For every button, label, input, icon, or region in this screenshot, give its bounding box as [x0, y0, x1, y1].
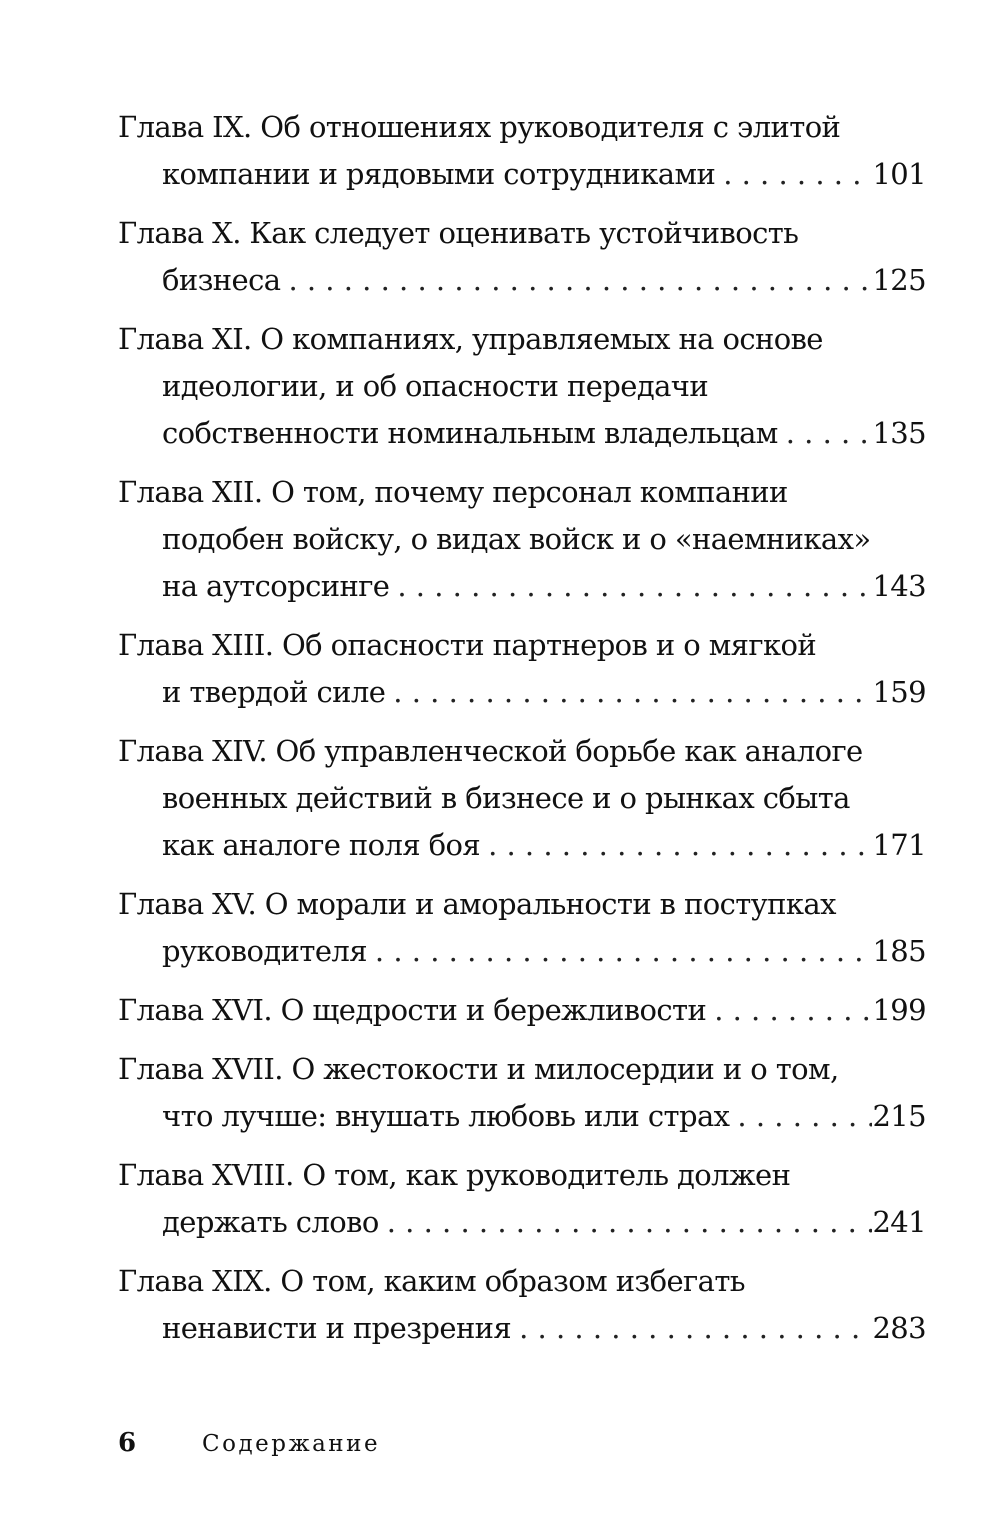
toc-entry-last-line	[118, 822, 926, 869]
dot-leader	[729, 1093, 872, 1140]
toc-page-number: 241	[872, 1205, 926, 1239]
toc-entry-line: что лучше: внушать любовь или страх	[162, 1099, 730, 1133]
toc-entry-line: Глава X. Как следует оценивать устойчивость	[118, 216, 799, 250]
toc-entry-chapter-18[interactable]	[118, 1152, 926, 1246]
toc-entry-line: бизнеса	[162, 263, 281, 297]
toc-entry-line: Глава XI. О компаниях, управляемых на основе	[118, 322, 823, 356]
toc-entry-chapter-11[interactable]	[118, 316, 926, 457]
dot-leader	[379, 1199, 873, 1246]
toc-page-number: 215	[872, 1099, 926, 1133]
toc-entry-line: собственности номинальным владельцам	[162, 416, 778, 450]
toc-page-number: 185	[872, 934, 926, 968]
dot-leader	[280, 257, 872, 304]
toc-entry-last-line	[118, 928, 926, 975]
toc-entry-chapter-9[interactable]	[118, 104, 926, 198]
toc-entry-chapter-19[interactable]	[118, 1258, 926, 1352]
toc-entry-last-line	[118, 410, 926, 457]
toc-page-number: 135	[872, 416, 926, 450]
toc-entry-last-line	[118, 563, 926, 610]
toc-entry-last-line	[118, 151, 926, 198]
table-of-contents	[118, 104, 926, 1364]
page-footer	[118, 1428, 380, 1458]
toc-entry-line: Глава XV. О морали и аморальности в поступках	[118, 887, 836, 921]
toc-entry-last-line	[118, 669, 926, 716]
dot-leader	[511, 1305, 872, 1352]
dot-leader	[385, 669, 872, 716]
toc-entry-chapter-16[interactable]	[118, 987, 926, 1034]
dot-leader	[367, 928, 873, 975]
dot-leader	[706, 987, 872, 1034]
dot-leader	[715, 151, 872, 198]
toc-entry-chapter-10[interactable]	[118, 210, 926, 304]
dot-leader	[778, 410, 873, 457]
toc-entry-last-line	[118, 1199, 926, 1246]
toc-entry-line: держать слово	[162, 1205, 379, 1239]
toc-page-number: 125	[872, 263, 926, 297]
toc-entry-line: компании и рядовыми сотрудниками	[162, 157, 716, 191]
toc-page-number: 101	[872, 157, 926, 191]
toc-entry-line: Глава XVIII. О том, как руководитель должен	[118, 1158, 791, 1192]
toc-entry-chapter-13[interactable]	[118, 622, 926, 716]
toc-entry-line: как аналоге поля боя	[162, 828, 481, 862]
toc-page-number: 199	[872, 993, 926, 1027]
toc-entry-chapter-15[interactable]	[118, 881, 926, 975]
toc-entry-last-line	[118, 1093, 926, 1140]
folio-page-number: 6	[118, 1428, 137, 1458]
toc-entry-line: Глава XII. О том, почему персонал компании	[118, 475, 788, 509]
running-title: Содержание	[202, 1431, 381, 1457]
toc-entry-line: Глава IX. Об отношениях руководителя с элитой	[118, 110, 841, 144]
toc-entry-chapter-14[interactable]	[118, 728, 926, 869]
toc-entry-line: военных действий в бизнесе и о рынках сбыта	[162, 781, 850, 815]
toc-entry-line: Глава XIV. Об управленческой борьбе как аналоге	[118, 734, 863, 768]
toc-entry-line: Глава XIII. Об опасности партнеров и о мягкой	[118, 628, 817, 662]
dot-leader	[480, 822, 872, 869]
toc-page-number: 283	[872, 1311, 926, 1345]
toc-entry-last-line	[118, 1305, 926, 1352]
dot-leader	[389, 563, 872, 610]
toc-entry-line: Глава XVII. О жестокости и милосердии и о том,	[118, 1052, 839, 1086]
toc-entry-line: ненависти и презрения	[162, 1311, 512, 1345]
toc-page-number: 171	[872, 828, 926, 862]
toc-entry-line: идеологии, и об опасности передачи	[162, 369, 709, 403]
toc-entry-line: руководителя	[162, 934, 367, 968]
toc-page-number: 143	[872, 569, 926, 603]
toc-entry-line: и твердой силе	[162, 675, 386, 709]
toc-entry-line: Глава XVI. О щедрости и бережливости	[118, 993, 707, 1027]
toc-entry-line: на аутсорсинге	[162, 569, 390, 603]
toc-entry-line: подобен войску, о видах войск и о «наемниках»	[162, 522, 871, 556]
toc-entry-chapter-12[interactable]	[118, 469, 926, 610]
toc-page-number: 159	[872, 675, 926, 709]
toc-entry-chapter-17[interactable]	[118, 1046, 926, 1140]
toc-entry-last-line	[118, 257, 926, 304]
toc-entry-last-line	[118, 987, 926, 1034]
toc-entry-line: Глава XIX. О том, каким образом избегать	[118, 1264, 745, 1298]
